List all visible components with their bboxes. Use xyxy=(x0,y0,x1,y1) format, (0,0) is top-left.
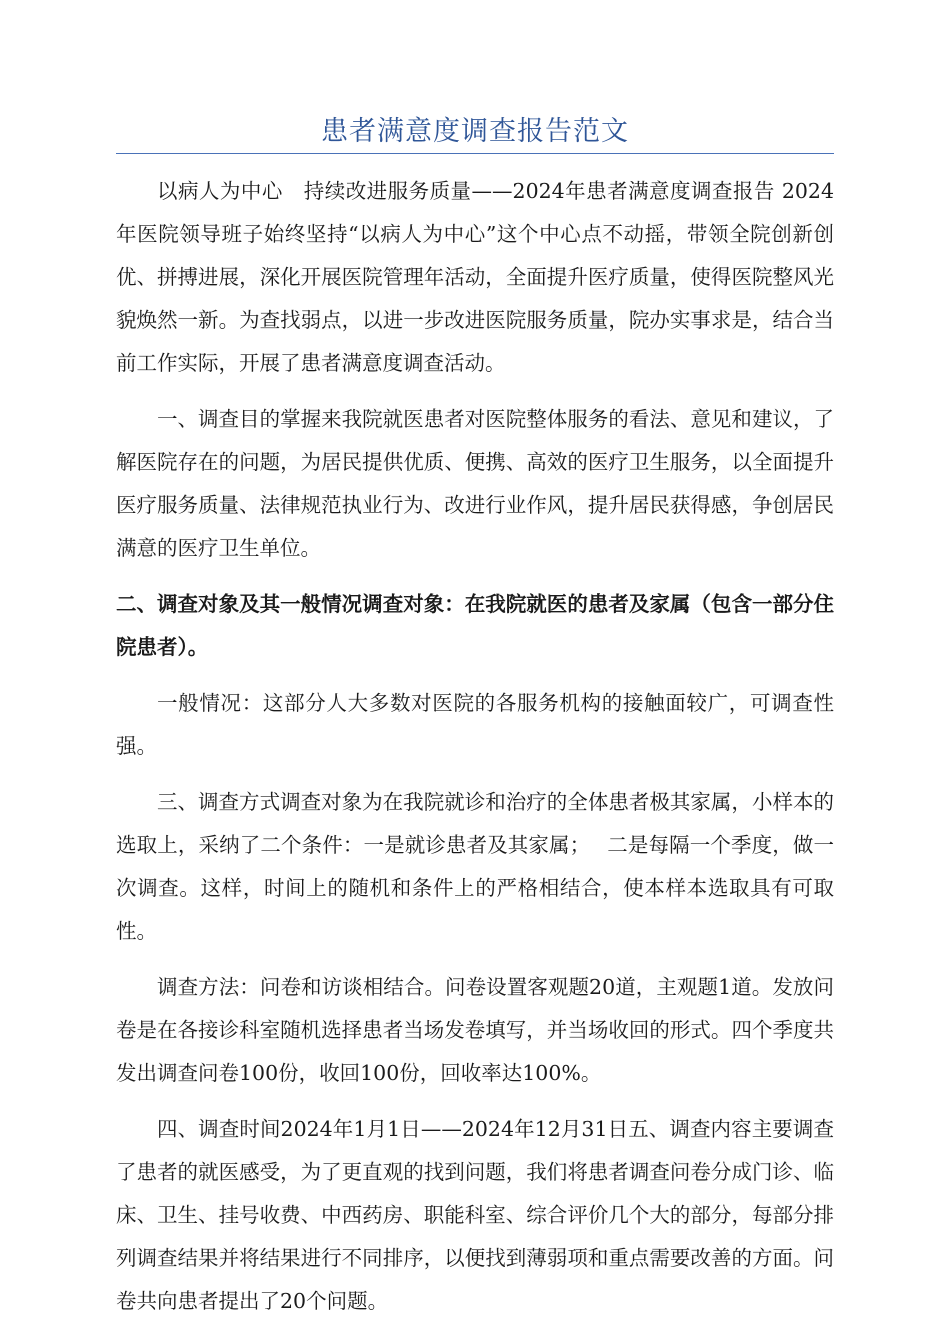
paragraph-general: 一般情况：这部分人大多数对医院的各服务机构的接触面较广，可调查性强。 xyxy=(116,691,834,758)
paragraph-section-1: 一、调查目的掌握来我院就医患者对医院整体服务的看法、意见和建议，了解医院存在的问题，为居民提供优质、便携、高效的医疗卫生服务，以全面提升医疗服务质量、法律规范执业行为、改进行业作风，提升居民获得感，争创居民满意的医疗卫生单位。 xyxy=(116,407,834,560)
document-title: 患者满意度调查报告范文 xyxy=(321,116,629,147)
title-underline xyxy=(116,153,834,154)
paragraph-section-2-heading: 二、调查对象及其一般情况调查对象：在我院就医的患者及家属（包含一部分住院患者）。 xyxy=(116,592,834,659)
paragraph-method: 调查方法：问卷和访谈相结合。问卷设置客观题20道，主观题1道。发放问卷是在各接诊科室随机选择患者当场发卷填写，并当场收回的形式。四个季度共发出调查问卷100份，收回100份，回收率达100%。 xyxy=(116,975,834,1085)
paragraph-section-3: 三、调查方式调查对象为在我院就诊和治疗的全体患者极其家属，小样本的选取上，采纳了二个条件：一是就诊患者及其家属； 二是每隔一个季度，做一次调查。这样，时间上的随机和条件上的严格相结合，使本样本选取具有可取性。 xyxy=(116,790,834,943)
paragraph-section-4-5: 四、调查时间2024年1月1日——2024年12月31日五、调查内容主要调查了患者的就医感受，为了更直观的找到问题，我们将患者调查问卷分成门诊、临床、卫生、挂号收费、中西药房、职能科室、综合评价几个大的部分，每部分排列调查结果并将结果进行不同排序，以便找到薄弱项和重点需要改善的方面。问卷共向患者提出了20个问题。 xyxy=(116,1117,834,1313)
paragraph-intro: 以病人为中心 持续改进服务质量——2024年患者满意度调查报告 2024年医院领导班子始终坚持“以病人为中心”这个中心点不动摇，带领全院创新创优、拼搏进展，深化开展医院管理年活动，全面提升医疗质量，使得医院整风光貌焕然一新。为查找弱点，以进一步改进医院服务质量，院办实事求是，结合当前工作实际，开展了患者满意度调查活动。 xyxy=(116,179,834,375)
document-body xyxy=(116,170,834,1336)
